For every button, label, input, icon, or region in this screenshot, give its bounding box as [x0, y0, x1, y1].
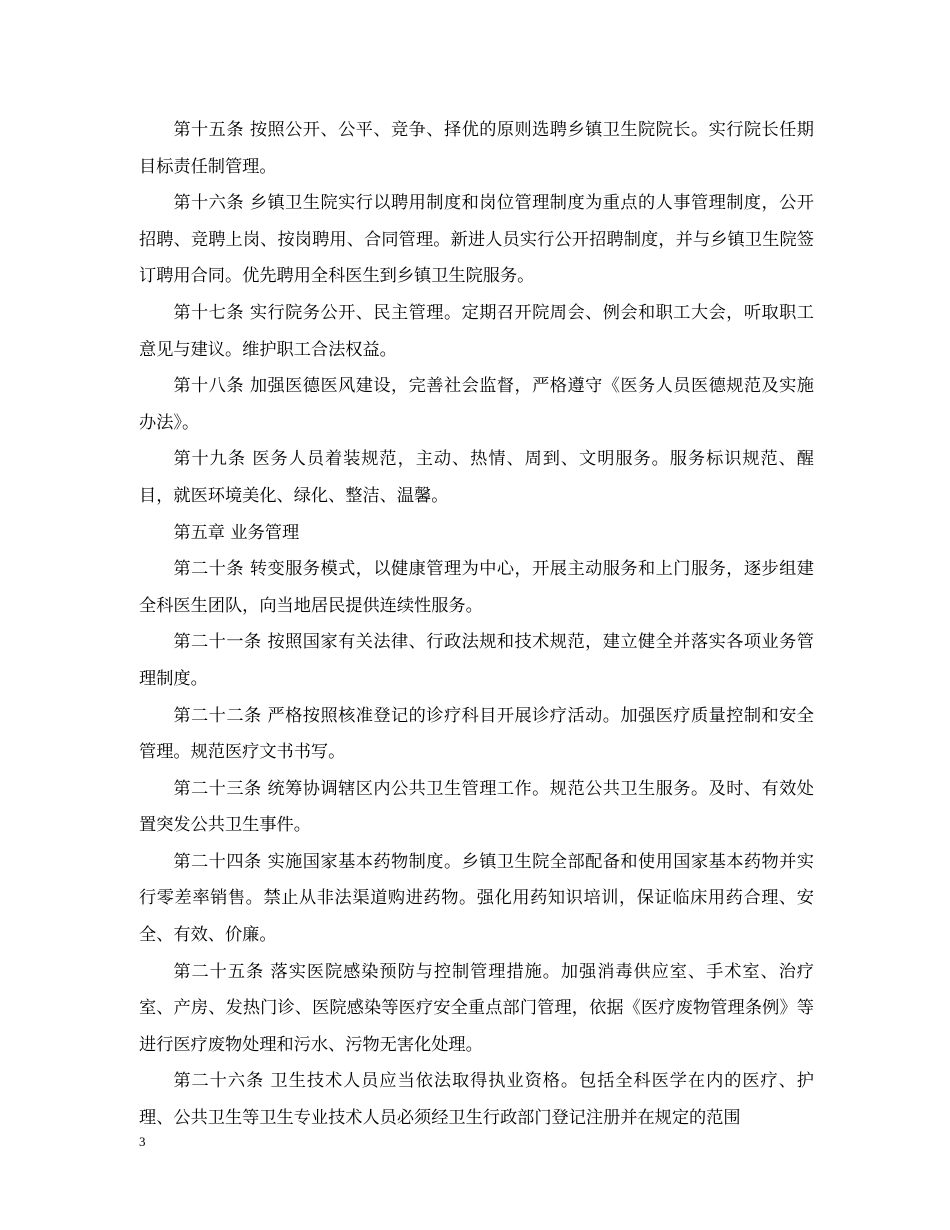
article-18: 第十八条 加强医德医风建设，完善社会监督，严格遵守《医务人员医德规范及实施办法》。	[139, 376, 814, 433]
article-26: 第二十六条 卫生技术人员应当依法取得执业资格。包括全科医学在内的医疗、护理、公共卫生等卫生专业技术人员必须经卫生行政部门登记注册并在规定的范围	[139, 1071, 814, 1129]
page-number: 3	[139, 1134, 146, 1149]
article-21: 第二十一条 按照国家有关法律、行政法规和技术规范，建立健全并落实各项业务管理制度。	[139, 632, 814, 689]
article-17: 第十七条 实行院务公开、民主管理。定期召开院周会、例会和职工大会，听取职工意见与建议。维护职工合法权益。	[139, 302, 814, 360]
article-22: 第二十二条 严格按照核准登记的诊疗科目开展诊疗活动。加强医疗质量控制和安全管理。规范医疗文书书写。	[139, 705, 814, 763]
chapter-heading: 第五章 业务管理	[173, 522, 300, 543]
document-body	[139, 112, 814, 1137]
article-25: 第二十五条 落实医院感染预防与控制管理措施。加强消毒供应室、手术室、治疗室、产房、发热门诊、医院感染等医疗安全重点部门管理，依据《医疗废物管理条例》等进行医疗废物处理和污水、污物无害化处理。	[139, 961, 814, 1055]
article-19: 第十九条 医务人员着装规范，主动、热情、周到、文明服务。服务标识规范、醒目，就医环境美化、绿化、整洁、温馨。	[139, 449, 814, 506]
article-24: 第二十四条 实施国家基本药物制度。乡镇卫生院全部配备和使用国家基本药物并实行零差率销售。禁止从非法渠道购进药物。强化用药知识培训，保证临床用药合理、安全、有效、价廉。	[139, 851, 814, 946]
article-23: 第二十三条 统筹协调辖区内公共卫生管理工作。规范公共卫生服务。及时、有效处置突发公共卫生事件。	[139, 778, 814, 836]
article-20: 第二十条 转变服务模式，以健康管理为中心，开展主动服务和上门服务，逐步组建全科医生团队，向当地居民提供连续性服务。	[139, 559, 814, 616]
article-15: 第十五条 按照公开、公平、竞争、择优的原则选聘乡镇卫生院院长。实行院长任期目标责任制管理。	[139, 120, 814, 177]
article-16: 第十六条 乡镇卫生院实行以聘用制度和岗位管理制度为重点的人事管理制度，公开招聘、竞聘上岗、按岗聘用、合同管理。新进人员实行公开招聘制度，并与乡镇卫生院签订聘用合同。优先聘用全科医生到乡镇卫生院服务。	[139, 193, 814, 287]
